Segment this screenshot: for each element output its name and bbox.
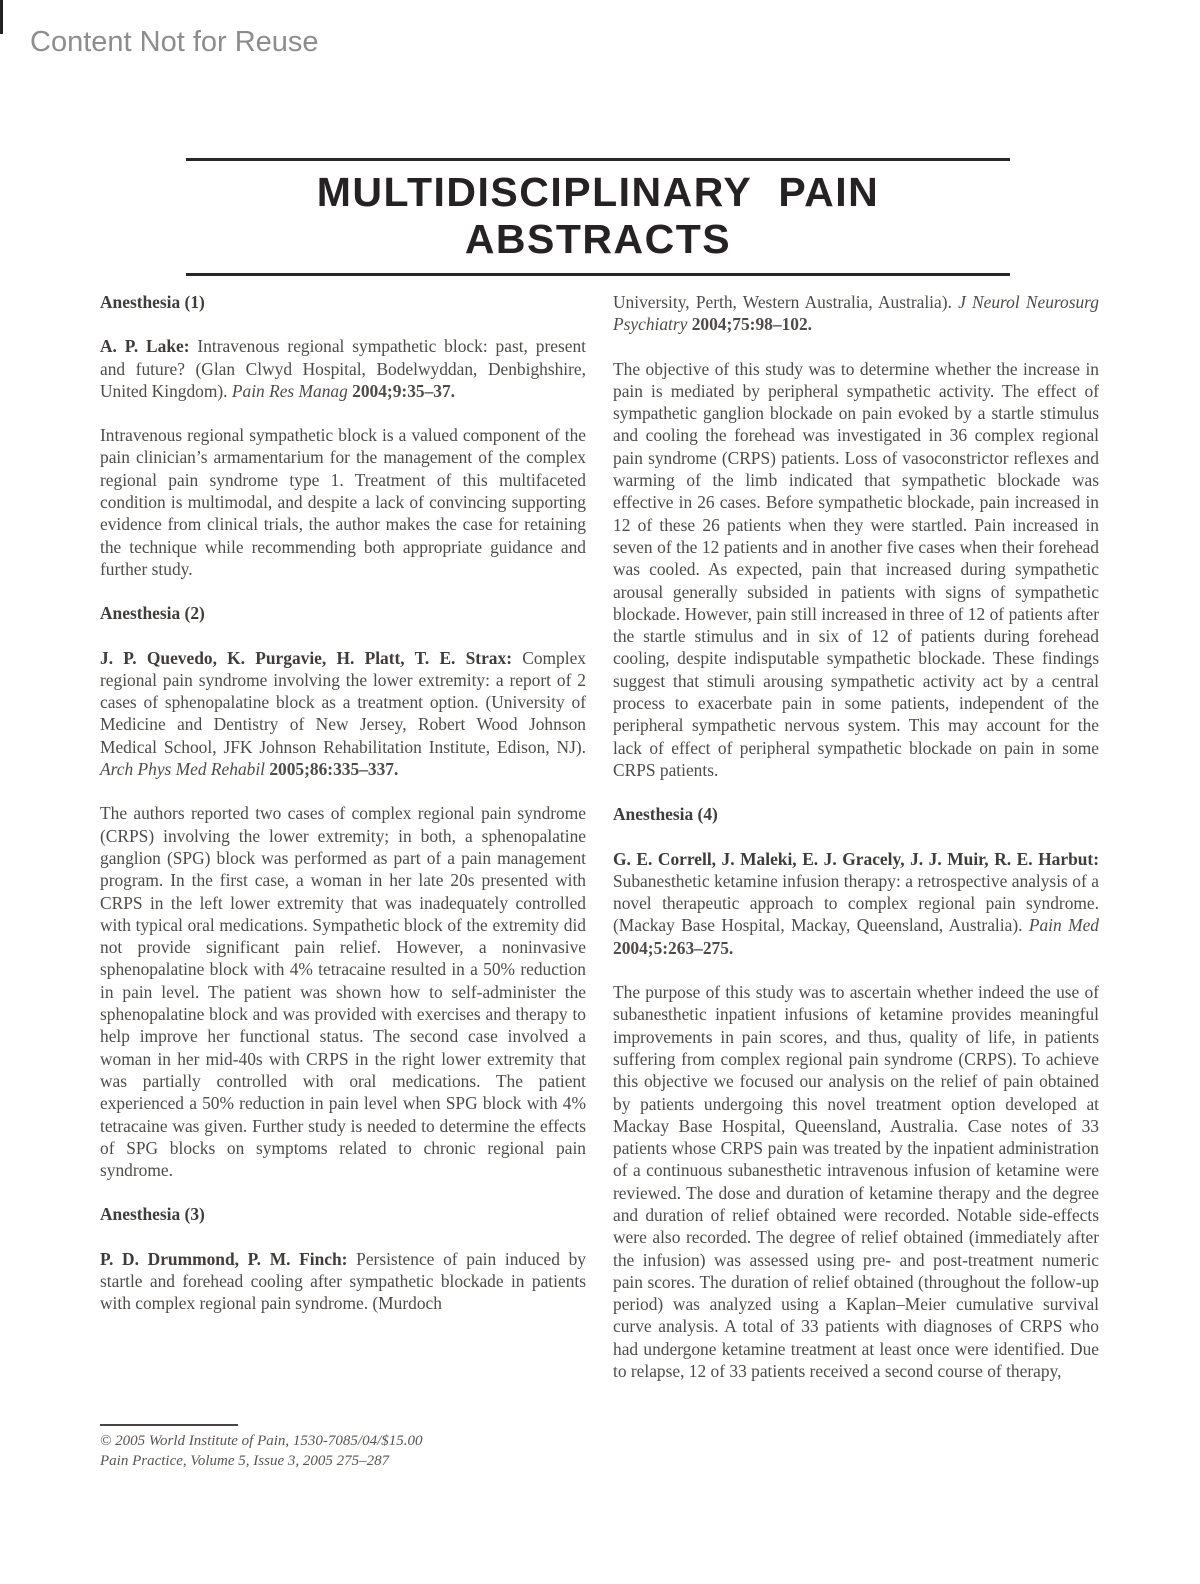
citation-anesthesia-3 [100, 1248, 586, 1315]
citation-journal: Pain Med [1028, 915, 1099, 936]
citation-ref: 2004;9:35–37. [347, 380, 456, 401]
right-column [613, 291, 1099, 1404]
abstract-body-anesthesia-1: Intravenous regional sympathetic block is a valued component of the pain clinician’s armamentarium for the management of the complex regional pain syndrome type 1. Treatment of this multifaceted condition is multimodal, and despite a lack of convincing supporting evidence from clinical trials, the author makes the case for retaining the technique while recommending both appropriate guidance and further study. [100, 425, 586, 579]
citation-title: Complex regional pain syndrome involving the lower extremity: a report of 2 cases of sphenopalatine block as a treatment option. (University of Medicine and Dentistry of New Jersey, Robert Wood Johnson Medical School, JFK Johnson Rehabilitation Institute, Edison, NJ). [100, 647, 586, 757]
page-footer [100, 1424, 586, 1471]
citation-ref: 2004;5:263–275. [613, 937, 734, 958]
journal-volume-line: Pain Practice, Volume 5, Issue 3, 2005 275–287 [100, 1452, 390, 1469]
citation-authors: G. E. Correll, J. Maleki, E. J. Gracely, J. J. Muir, R. E. Harbut: [613, 848, 1099, 869]
abstract-body-anesthesia-3: The objective of this study was to determine whether the increase in pain is mediated by peripheral sympathetic activity. The effect of sympathetic ganglion blockade on pain evoked by a startle stimulus and cooling the forehead was investigated in 36 complex regional pain syndrome (CRPS) patients. Loss of vasoconstrictor reflexes and warming of the limb indicated that sympathetic blockade was effective in 26 cases. Before sympathetic blockade, pain increased in 12 of these 26 patients when they were startled. Pain increased in seven of the 12 patients and in another five cases when their forehead was cooled. As expected, pain that increased during sympathetic arousal generally subsided in patients with signs of sympathetic blockade. However, pain still increased in three of 12 of patients after the startle stimulus and in six of 12 of patients during forehead cooling, despite indisputable sympathetic blockade. These findings suggest that stimuli arousing sympathetic activity act by a central process to exacerbate pain in some patients, independent of the peripheral sympathetic nervous system. This may account for the lack of effect of peripheral sympathetic blockade on pain in some CRPS patients. [613, 358, 1099, 780]
citation-anesthesia-2 [100, 647, 586, 781]
section-heading-anesthesia-2: Anesthesia (2) [100, 603, 205, 624]
citation-title: Intravenous regional sympathetic block: past, present and future? (Glan Clwyd Hospital, Bodelwyddan, Denbighshire, United Kingdom). [100, 336, 586, 401]
section-heading-anesthesia-4: Anesthesia (4) [613, 804, 718, 825]
citation-journal: Arch Phys Med Rehabil [100, 759, 265, 780]
citation-anesthesia-4 [613, 848, 1099, 959]
citation-authors: P. D. Drummond, P. M. Finch: [100, 1248, 348, 1269]
copyright-line: © 2005 World Institute of Pain, 1530-7085/04/$15.00 [100, 1433, 423, 1449]
abstract-body-anesthesia-4: The purpose of this study was to ascertain whether indeed the use of subanesthetic inpatient infusions of ketamine provides meaningful improvements in pain scores, and thus, quality of life, in patients suffering from complex regional pain syndrome (CRPS). To achieve this objective we focused our analysis on the relief of pain obtained by patients undergoing this novel treatment option developed at Mackay Base Hospital, Queensland, Australia. Case notes of 33 patients whose CRPS pain was treated by the inpatient administration of a continuous subanesthetic intravenous infusion of ketamine were reviewed. The dose and duration of ketamine therapy and the degree and duration of relief obtained were recorded. Notable side-effects were also recorded. The degree of relief obtained (immediately after the infusion) was assessed using pre- and post-treatment numeric pain scores. The duration of relief obtained (throughout the follow-up period) was analyzed using a Kaplan–Meier cumulative survival curve analysis. A total of 33 patients with diagnoses of CRPS who had undergone ketamine treatment at least once were identified. Due to relapse, 12 of 33 patients received a second course of therapy, [613, 982, 1099, 1382]
citation-anesthesia-1 [100, 335, 586, 402]
abstract-body-anesthesia-2: The authors reported two cases of complex regional pain syndrome (CRPS) involving the lower extremity; in both, a sphenopalatine ganglion (SPG) block was performed as part of a pain management program. In the first case, a woman in her late 20s presented with CRPS in the left lower extremity that was inadequately controlled with typical oral medications. Sympathetic block of the extremity did not provide significant pain relief. However, a noninvasive sphenopalatine block with 4% tetracaine resulted in a 50% reduction in pain level. The patient was shown how to self-administer the sphenopalatine block and was provided with exercises and therapy to help improve her functional status. The second case involved a woman in her mid-40s with CRPS in the right lower extremity that was partially controlled with oral medications. The patient experienced a 50% reduction in pain level when SPG block with 4% tetracaine was given. Further study is needed to determine the effects of SPG blocks on symptoms related to chronic regional pain syndrome. [100, 803, 586, 1181]
citation-title: Persistence of pain induced by startle and forehead cooling after sympathetic blockade in patients with complex regional pain syndrome. (Murdoch [100, 1248, 586, 1314]
page-title [186, 158, 1010, 276]
citation-anesthesia-3-continued [613, 291, 1099, 336]
page-title-text: MULTIDISCIPLINARY PAIN ABSTRACTS [316, 169, 880, 262]
citation-authors: A. P. Lake: [100, 336, 190, 357]
citation-journal: J Neurol Neurosurg Psychiatry [613, 292, 1099, 335]
citation-title: Subanesthetic ketamine infusion therapy: a retrospective analysis of a novel therapeutic approach to complex regional pain syndrome. (Mackay Base Hospital, Mackay, Queensland, Australia). [613, 870, 1099, 936]
scan-edge-mark [0, 0, 3, 34]
watermark-text: Content Not for Reuse [30, 26, 319, 58]
citation-authors: J. P. Quevedo, K. Purgavie, H. Platt, T. E. Strax: [100, 647, 512, 668]
section-heading-anesthesia-1: Anesthesia (1) [100, 292, 205, 312]
footer-rule [100, 1424, 238, 1426]
citation-ref: 2004;75:98–102. [687, 314, 812, 335]
section-heading-anesthesia-3: Anesthesia (3) [100, 1204, 205, 1225]
citation-continuation: University, Perth, Western Australia, Australia). [613, 292, 959, 312]
left-column [100, 291, 586, 1337]
citation-journal: Pain Res Manag [231, 380, 348, 401]
citation-ref: 2005;86:335–337. [265, 759, 399, 780]
